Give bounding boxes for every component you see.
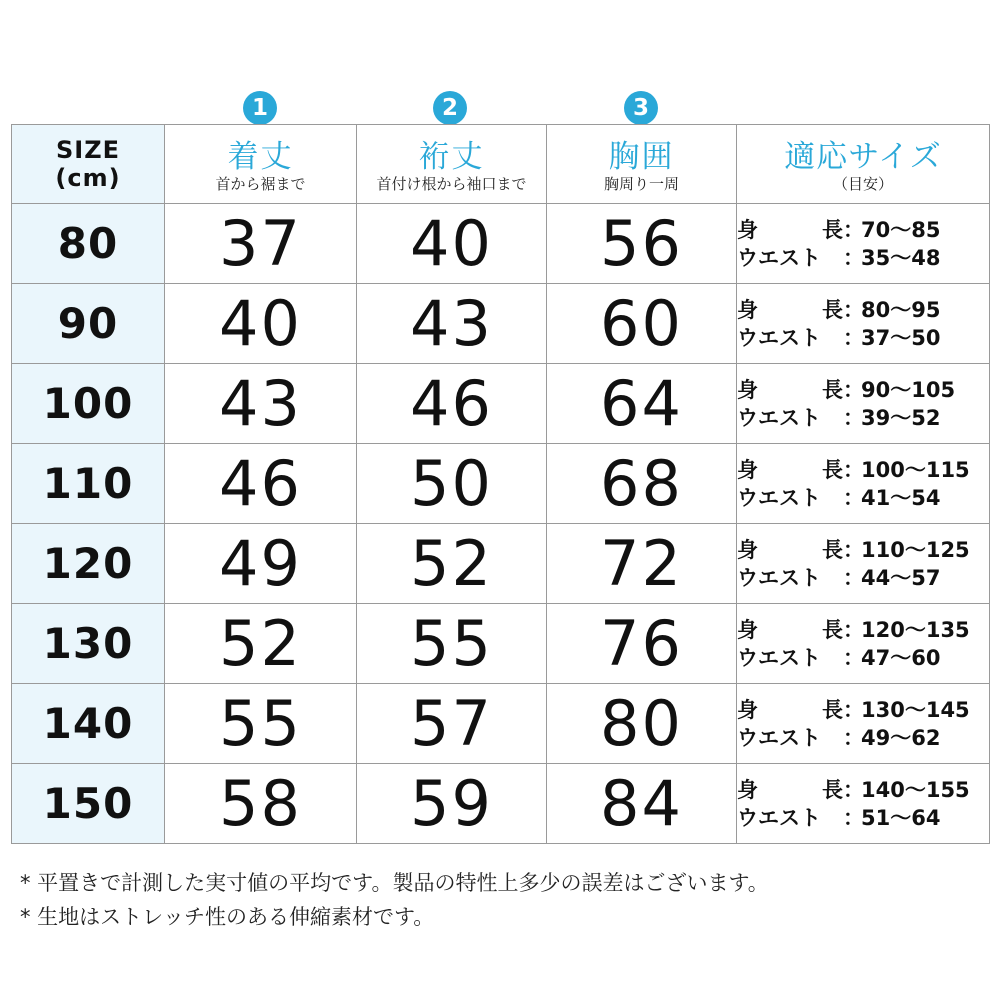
height-label-b: 長 (822, 697, 843, 722)
waist-range: 49〜62 (861, 725, 941, 750)
size-header (12, 125, 165, 204)
height-line (737, 536, 989, 564)
sleeve-value: 40 (410, 207, 493, 280)
height-label (737, 216, 843, 244)
height-range: 80〜95 (861, 297, 941, 322)
waist-line (737, 724, 989, 752)
colon: ： (843, 805, 864, 830)
note-measurement: * 平置きで計測した実寸値の平均です。製品の特性上多少の誤差はございます。 (20, 871, 769, 895)
table-row (12, 444, 990, 524)
notes (20, 866, 769, 934)
height-label-b: 長 (822, 777, 843, 802)
waist-line (737, 244, 989, 272)
waist-line (737, 644, 989, 672)
length-value: 55 (219, 687, 302, 760)
size-value: 120 (42, 539, 134, 588)
height-range: 70〜85 (861, 217, 941, 242)
sleeve-subtitle: 首付け根から袖口まで (376, 175, 527, 193)
height-label-b: 長 (822, 297, 843, 322)
length-value: 52 (219, 607, 302, 680)
waist-label: ウエスト (737, 725, 821, 750)
length-value: 46 (219, 447, 302, 520)
length-value: 49 (219, 527, 302, 600)
fit-size-cell (737, 284, 990, 364)
height-range: 130〜145 (861, 697, 970, 722)
colon: ： (843, 645, 864, 670)
fit-size-cell (737, 204, 990, 284)
height-label-b: 長 (822, 537, 843, 562)
waist-range: 47〜60 (861, 645, 941, 670)
length-value: 37 (219, 207, 302, 280)
table-row (12, 524, 990, 604)
colon: ： (843, 245, 864, 270)
height-range: 100〜115 (861, 457, 970, 482)
height-label-b: 長 (822, 617, 843, 642)
colon: ： (843, 617, 864, 642)
waist-label: ウエスト (737, 245, 821, 270)
colon: ： (843, 777, 864, 802)
table-row (12, 604, 990, 684)
size-cell (12, 444, 165, 524)
height-range: 110〜125 (861, 537, 970, 562)
waist-line (737, 404, 989, 432)
fit-size-cell (737, 364, 990, 444)
waist-range: 41〜54 (861, 485, 941, 510)
height-line (737, 696, 989, 724)
height-label (737, 376, 843, 404)
length-cell (165, 364, 357, 444)
sleeve-title: 裄丈 (418, 139, 485, 175)
badge-1: 1 (243, 91, 277, 125)
size-cell (12, 524, 165, 604)
colon: ： (843, 297, 864, 322)
waist-range: 44〜57 (861, 565, 941, 590)
fit-size-cell (737, 524, 990, 604)
header-row (12, 125, 990, 204)
size-rows (12, 204, 990, 844)
height-line (737, 376, 989, 404)
sleeve-value: 57 (410, 687, 493, 760)
length-value: 43 (219, 367, 302, 440)
height-label-a: 身 (737, 377, 758, 402)
size-value: 90 (57, 299, 119, 348)
chest-value: 64 (600, 367, 683, 440)
size-value: 150 (42, 779, 134, 828)
height-label-a: 身 (737, 217, 758, 242)
height-label-a: 身 (737, 617, 758, 642)
colon: ： (843, 405, 864, 430)
sleeve-cell (357, 604, 547, 684)
chest-cell (547, 284, 737, 364)
fit-size-cell (737, 604, 990, 684)
length-subtitle: 首から裾まで (215, 175, 306, 193)
colon: ： (843, 485, 864, 510)
colon: ： (843, 217, 864, 242)
height-line (737, 456, 989, 484)
length-title: 着丈 (227, 139, 294, 175)
length-cell (165, 684, 357, 764)
fit-size-subtitle: （目安） (832, 175, 893, 193)
size-cell (12, 204, 165, 284)
chest-cell (547, 764, 737, 844)
length-cell (165, 204, 357, 284)
badge-2: 2 (433, 91, 467, 125)
waist-line (737, 564, 989, 592)
size-cell (12, 284, 165, 364)
height-label (737, 696, 843, 724)
chest-value: 72 (600, 527, 683, 600)
colon: ： (843, 697, 864, 722)
height-label-b: 長 (822, 217, 843, 242)
fit-size-cell (737, 684, 990, 764)
length-cell (165, 284, 357, 364)
sleeve-cell (357, 684, 547, 764)
sleeve-value: 52 (410, 527, 493, 600)
colon: ： (843, 725, 864, 750)
chest-subtitle: 胸周り一周 (603, 175, 679, 193)
table-row (12, 284, 990, 364)
size-chart-table (11, 124, 990, 844)
sleeve-value: 46 (410, 367, 493, 440)
height-line (737, 216, 989, 244)
height-line (737, 616, 989, 644)
chest-cell (547, 604, 737, 684)
sleeve-cell (357, 364, 547, 444)
size-value: 130 (42, 619, 134, 668)
chest-cell (547, 444, 737, 524)
fit-size-cell (737, 764, 990, 844)
note-stretch: * 生地はストレッチ性のある伸縮素材です。 (20, 905, 435, 929)
sleeve-cell (357, 284, 547, 364)
waist-label: ウエスト (737, 805, 821, 830)
waist-label: ウエスト (737, 325, 821, 350)
waist-label: ウエスト (737, 565, 821, 590)
length-cell (165, 524, 357, 604)
table-row (12, 764, 990, 844)
sleeve-value: 55 (410, 607, 493, 680)
height-range: 140〜155 (861, 777, 970, 802)
size-cell (12, 764, 165, 844)
waist-line (737, 484, 989, 512)
chest-value: 68 (600, 447, 683, 520)
waist-line (737, 804, 989, 832)
colon: ： (843, 377, 864, 402)
waist-label: ウエスト (737, 405, 821, 430)
size-value: 140 (42, 699, 134, 748)
height-label-a: 身 (737, 697, 758, 722)
table-row (12, 204, 990, 284)
fit-size-header (737, 125, 990, 204)
waist-line (737, 324, 989, 352)
size-header-label: SIZE (55, 136, 120, 164)
height-range: 90〜105 (861, 377, 956, 402)
height-label (737, 616, 843, 644)
sleeve-value: 50 (410, 447, 493, 520)
chest-value: 80 (600, 687, 683, 760)
height-label-b: 長 (822, 457, 843, 482)
waist-range: 39〜52 (861, 405, 941, 430)
table-row (12, 364, 990, 444)
height-range: 120〜135 (861, 617, 970, 642)
size-value: 100 (42, 379, 134, 428)
waist-range: 37〜50 (861, 325, 941, 350)
colon: ： (843, 537, 864, 562)
size-cell (12, 364, 165, 444)
waist-range: 51〜64 (861, 805, 941, 830)
chest-cell (547, 524, 737, 604)
sleeve-cell (357, 204, 547, 284)
chest-header (547, 125, 737, 204)
height-label-a: 身 (737, 537, 758, 562)
sleeve-cell (357, 444, 547, 524)
chest-value: 84 (600, 767, 683, 840)
waist-label: ウエスト (737, 485, 821, 510)
colon: ： (843, 565, 864, 590)
sleeve-value: 43 (410, 287, 493, 360)
height-label-a: 身 (737, 297, 758, 322)
colon: ： (843, 325, 864, 350)
chest-cell (547, 684, 737, 764)
size-cell (12, 604, 165, 684)
length-value: 58 (219, 767, 302, 840)
chest-cell (547, 204, 737, 284)
length-cell (165, 764, 357, 844)
colon: ： (843, 457, 864, 482)
size-cell (12, 684, 165, 764)
length-cell (165, 604, 357, 684)
table-row (12, 684, 990, 764)
length-header (165, 125, 357, 204)
sleeve-value: 59 (410, 767, 493, 840)
fit-size-cell (737, 444, 990, 524)
sleeve-header (357, 125, 547, 204)
size-value: 80 (57, 219, 119, 268)
height-label (737, 776, 843, 804)
waist-range: 35〜48 (861, 245, 941, 270)
height-line (737, 776, 989, 804)
sleeve-cell (357, 524, 547, 604)
height-label-a: 身 (737, 457, 758, 482)
size-header-unit: (cm) (55, 164, 121, 192)
waist-label: ウエスト (737, 645, 821, 670)
badge-3: 3 (624, 91, 658, 125)
chest-value: 76 (600, 607, 683, 680)
sleeve-cell (357, 764, 547, 844)
size-value: 110 (42, 459, 134, 508)
height-line (737, 296, 989, 324)
height-label-b: 長 (822, 377, 843, 402)
height-label (737, 296, 843, 324)
length-value: 40 (219, 287, 302, 360)
height-label (737, 456, 843, 484)
height-label (737, 536, 843, 564)
chest-value: 56 (600, 207, 683, 280)
chest-value: 60 (600, 287, 683, 360)
length-cell (165, 444, 357, 524)
height-label-a: 身 (737, 777, 758, 802)
fit-size-title: 適応サイズ (784, 139, 942, 175)
chest-title: 胸囲 (608, 139, 675, 175)
chest-cell (547, 364, 737, 444)
